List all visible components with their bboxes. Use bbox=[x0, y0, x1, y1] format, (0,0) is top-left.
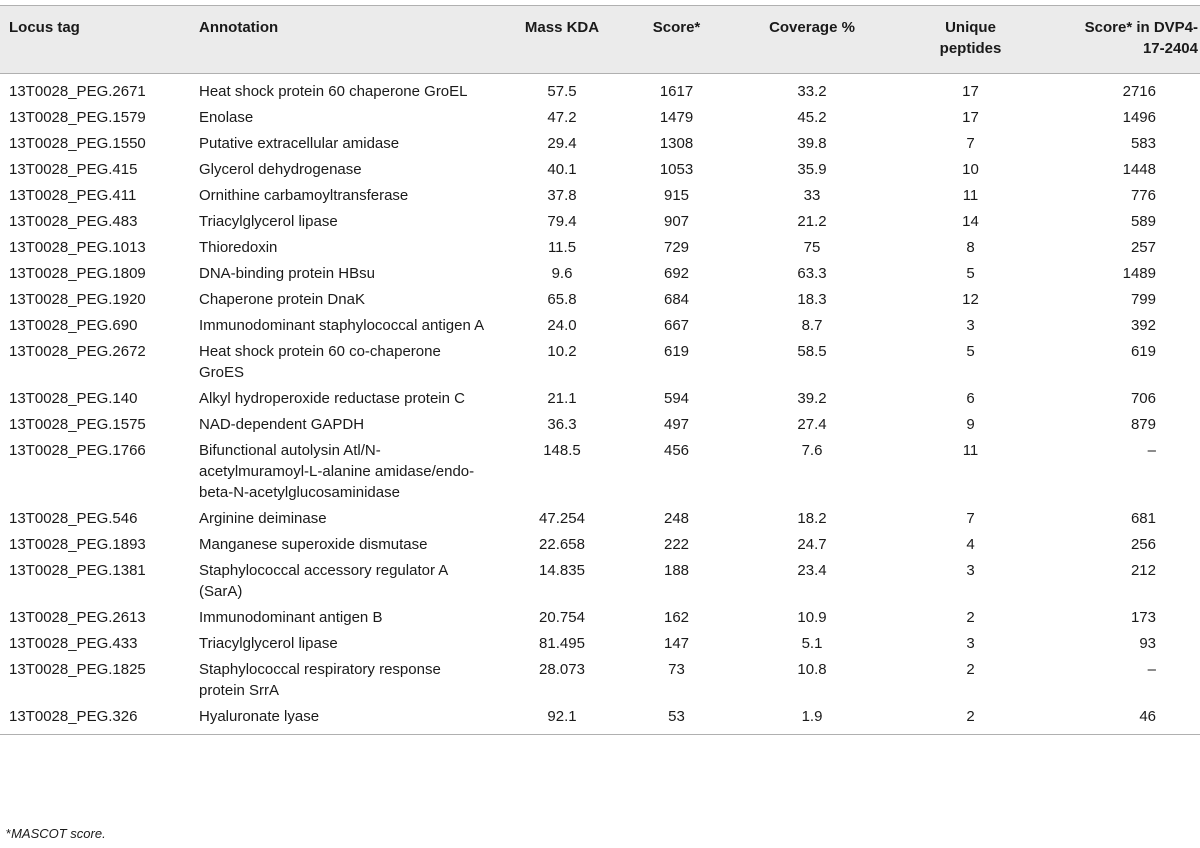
table-header-row bbox=[0, 6, 1200, 74]
cell-mass: 22.658 bbox=[539, 536, 585, 553]
cell-locus-tag: 13T0028_PEG.1013 bbox=[9, 239, 146, 256]
cell-annotation: Triacylglycerol lipase bbox=[199, 635, 338, 652]
cell-coverage: 23.4 bbox=[797, 562, 827, 579]
cell-coverage: 75 bbox=[803, 239, 821, 256]
cell-locus-tag: 13T0028_PEG.1579 bbox=[9, 109, 146, 126]
cell-mass: 65.8 bbox=[547, 291, 577, 308]
cell-annotation: Hyaluronate lyase bbox=[196, 704, 496, 735]
footnote-mark: * bbox=[6, 826, 12, 841]
cell-score: 248 bbox=[663, 510, 690, 527]
cell-unique-peptides: 6 bbox=[966, 390, 975, 407]
cell-score-dvp4: – bbox=[1147, 442, 1156, 459]
cell-coverage: 45.2 bbox=[797, 109, 827, 126]
cell-annotation: Chaperone protein DnaK bbox=[199, 291, 365, 308]
cell-coverage: 58.5 bbox=[797, 343, 827, 360]
cell-mass: 29.4 bbox=[547, 135, 577, 152]
cell-score-dvp4: 589 bbox=[1130, 213, 1156, 230]
table-row bbox=[0, 105, 1200, 131]
cell-annotation: Enolase bbox=[199, 109, 254, 126]
cell-score: 619 bbox=[663, 343, 690, 360]
cell-score-dvp4: 799 bbox=[1130, 291, 1156, 308]
header-coverage: Coverage % bbox=[725, 6, 899, 74]
table-row bbox=[0, 313, 1200, 339]
cell-score: 188 bbox=[663, 562, 690, 579]
cell-score-dvp4: – bbox=[1147, 661, 1156, 678]
cell-coverage: 8.7 bbox=[801, 317, 823, 334]
cell-coverage: 10.9 bbox=[797, 609, 827, 626]
cell-unique-peptides: 5 bbox=[966, 265, 975, 282]
cell-coverage: 33 bbox=[803, 187, 821, 204]
table-row bbox=[0, 157, 1200, 183]
cell-locus-tag: 13T0028_PEG.1920 bbox=[9, 291, 146, 308]
cell-mass: 37.8 bbox=[547, 187, 577, 204]
cell-unique-peptides: 2 bbox=[899, 704, 1042, 735]
cell-coverage: 39.2 bbox=[797, 390, 827, 407]
cell-mass: 148.5 bbox=[543, 442, 581, 459]
cell-mass: 11.5 bbox=[547, 239, 577, 256]
cell-score-dvp4: 1448 bbox=[1122, 161, 1156, 178]
cell-unique-peptides: 10 bbox=[962, 161, 979, 178]
cell-score-dvp4: 583 bbox=[1130, 135, 1156, 152]
table-row bbox=[0, 235, 1200, 261]
cell-annotation: Arginine deiminase bbox=[199, 510, 327, 527]
header-locus-tag: Locus tag bbox=[0, 6, 196, 74]
cell-mass: 21.1 bbox=[547, 390, 577, 407]
cell-score: 729 bbox=[663, 239, 690, 256]
table-row bbox=[0, 261, 1200, 287]
cell-unique-peptides: 17 bbox=[962, 83, 979, 100]
cell-locus-tag: 13T0028_PEG.1550 bbox=[9, 135, 146, 152]
cell-annotation: Bifunctional autolysin Atl/N-acetylmuramoyl-L-alanine amidase/endo-beta-N-acetylglucosaminidase bbox=[199, 442, 475, 501]
cell-score: 667 bbox=[663, 317, 690, 334]
table-row bbox=[0, 506, 1200, 532]
cell-coverage: 63.3 bbox=[797, 265, 827, 282]
cell-annotation: Staphylococcal accessory regulator A (SarA) bbox=[199, 562, 448, 600]
cell-score: 1617 bbox=[659, 83, 694, 100]
table-row bbox=[0, 339, 1200, 386]
cell-unique-peptides: 11 bbox=[962, 442, 979, 459]
cell-unique-peptides: 2 bbox=[966, 609, 975, 626]
cell-mass: 14.835 bbox=[539, 562, 585, 579]
table-footnote bbox=[6, 826, 106, 842]
cell-annotation: Alkyl hydroperoxide reductase protein C bbox=[199, 390, 465, 407]
cell-score: 1479 bbox=[659, 109, 694, 126]
cell-mass: 92.1 bbox=[496, 704, 628, 735]
cell-score: 456 bbox=[663, 442, 690, 459]
header-mass: Mass KDA bbox=[496, 6, 628, 74]
cell-annotation: Thioredoxin bbox=[199, 239, 278, 256]
cell-score-dvp4: 212 bbox=[1130, 562, 1156, 579]
cell-score: 915 bbox=[663, 187, 690, 204]
cell-score-dvp4: 2716 bbox=[1122, 83, 1156, 100]
cell-mass: 79.4 bbox=[547, 213, 577, 230]
cell-score: 222 bbox=[663, 536, 690, 553]
cell-annotation: Immunodominant antigen B bbox=[199, 609, 383, 626]
cell-annotation: Triacylglycerol lipase bbox=[199, 213, 338, 230]
cell-annotation: Putative extracellular amidase bbox=[199, 135, 400, 152]
cell-score-dvp4: 1489 bbox=[1122, 265, 1156, 282]
cell-annotation: Staphylococcal respiratory response protein SrrA bbox=[199, 661, 441, 699]
table-row bbox=[0, 657, 1200, 704]
cell-annotation: Ornithine carbamoyltransferase bbox=[199, 187, 409, 204]
table-row bbox=[0, 183, 1200, 209]
cell-unique-peptides: 3 bbox=[966, 635, 975, 652]
cell-annotation: Manganese superoxide dismutase bbox=[199, 536, 428, 553]
cell-unique-peptides: 8 bbox=[966, 239, 975, 256]
cell-unique-peptides: 2 bbox=[966, 661, 975, 678]
cell-locus-tag: 13T0028_PEG.411 bbox=[9, 187, 137, 204]
proteins-table bbox=[0, 5, 1200, 735]
header-annotation: Annotation bbox=[196, 6, 496, 74]
cell-score: 907 bbox=[663, 213, 690, 230]
header-score: Score* bbox=[628, 6, 725, 74]
cell-locus-tag: 13T0028_PEG.326 bbox=[0, 704, 196, 735]
table-row bbox=[0, 209, 1200, 235]
cell-score-dvp4: 93 bbox=[1139, 635, 1156, 652]
cell-score: 684 bbox=[663, 291, 690, 308]
cell-coverage: 1.9 bbox=[725, 704, 899, 735]
cell-mass: 10.2 bbox=[547, 343, 577, 360]
cell-annotation: Heat shock protein 60 chaperone GroEL bbox=[199, 83, 468, 100]
cell-mass: 47.2 bbox=[547, 109, 577, 126]
cell-score-dvp4: 776 bbox=[1130, 187, 1156, 204]
cell-unique-peptides: 7 bbox=[966, 135, 975, 152]
cell-coverage: 18.2 bbox=[797, 510, 827, 527]
cell-unique-peptides: 17 bbox=[962, 109, 979, 126]
cell-score-dvp4: 706 bbox=[1130, 390, 1156, 407]
cell-locus-tag: 13T0028_PEG.690 bbox=[9, 317, 138, 334]
cell-locus-tag: 13T0028_PEG.546 bbox=[9, 510, 138, 527]
cell-locus-tag: 13T0028_PEG.2671 bbox=[9, 83, 146, 100]
cell-coverage: 33.2 bbox=[797, 83, 827, 100]
table-row bbox=[0, 412, 1200, 438]
header-score-dvp4: Score* in DVP4-17-2404 bbox=[1042, 6, 1200, 74]
cell-coverage: 5.1 bbox=[801, 635, 823, 652]
cell-mass: 57.5 bbox=[547, 83, 577, 100]
cell-score: 594 bbox=[663, 390, 690, 407]
cell-coverage: 7.6 bbox=[801, 442, 823, 459]
cell-score: 147 bbox=[663, 635, 690, 652]
table-row bbox=[0, 704, 1200, 735]
cell-score-dvp4: 256 bbox=[1130, 536, 1156, 553]
cell-unique-peptides: 11 bbox=[962, 187, 979, 204]
cell-score: 1053 bbox=[659, 161, 694, 178]
cell-score-dvp4: 46 bbox=[1042, 704, 1200, 735]
cell-annotation: NAD-dependent GAPDH bbox=[199, 416, 365, 433]
cell-unique-peptides: 9 bbox=[966, 416, 975, 433]
cell-score-dvp4: 619 bbox=[1130, 343, 1156, 360]
cell-locus-tag: 13T0028_PEG.1809 bbox=[9, 265, 146, 282]
table-row bbox=[0, 605, 1200, 631]
cell-locus-tag: 13T0028_PEG.415 bbox=[9, 161, 138, 178]
cell-locus-tag: 13T0028_PEG.1825 bbox=[9, 661, 146, 678]
cell-annotation: Heat shock protein 60 co-chaperone GroES bbox=[199, 343, 441, 381]
cell-score: 692 bbox=[663, 265, 690, 282]
cell-locus-tag: 13T0028_PEG.2672 bbox=[9, 343, 146, 360]
cell-unique-peptides: 12 bbox=[962, 291, 979, 308]
cell-locus-tag: 13T0028_PEG.1575 bbox=[9, 416, 146, 433]
cell-coverage: 39.8 bbox=[797, 135, 827, 152]
cell-unique-peptides: 4 bbox=[966, 536, 975, 553]
cell-unique-peptides: 5 bbox=[966, 343, 975, 360]
cell-coverage: 18.3 bbox=[797, 291, 827, 308]
cell-locus-tag: 13T0028_PEG.433 bbox=[9, 635, 138, 652]
cell-unique-peptides: 7 bbox=[966, 510, 975, 527]
cell-coverage: 10.8 bbox=[797, 661, 827, 678]
cell-locus-tag: 13T0028_PEG.140 bbox=[9, 390, 138, 407]
cell-score-dvp4: 681 bbox=[1130, 510, 1156, 527]
cell-mass: 28.073 bbox=[539, 661, 585, 678]
cell-locus-tag: 13T0028_PEG.2613 bbox=[9, 609, 146, 626]
table-row bbox=[0, 532, 1200, 558]
table-row bbox=[0, 386, 1200, 412]
cell-unique-peptides: 14 bbox=[962, 213, 979, 230]
cell-mass: 36.3 bbox=[547, 416, 577, 433]
cell-score: 73 bbox=[668, 661, 685, 678]
table-row bbox=[0, 287, 1200, 313]
cell-mass: 20.754 bbox=[539, 609, 585, 626]
cell-unique-peptides: 3 bbox=[966, 562, 975, 579]
table-body bbox=[0, 74, 1200, 735]
cell-locus-tag: 13T0028_PEG.483 bbox=[9, 213, 138, 230]
cell-score: 497 bbox=[663, 416, 690, 433]
cell-score-dvp4: 173 bbox=[1130, 609, 1156, 626]
cell-score-dvp4: 1496 bbox=[1122, 109, 1156, 126]
cell-score: 1308 bbox=[659, 135, 694, 152]
table-row bbox=[0, 131, 1200, 157]
cell-score: 53 bbox=[628, 704, 725, 735]
cell-annotation: Immunodominant staphylococcal antigen A bbox=[199, 317, 485, 334]
cell-mass: 24.0 bbox=[547, 317, 577, 334]
table-row bbox=[0, 558, 1200, 605]
cell-score-dvp4: 392 bbox=[1130, 317, 1156, 334]
cell-locus-tag: 13T0028_PEG.1381 bbox=[9, 562, 146, 579]
cell-coverage: 24.7 bbox=[797, 536, 827, 553]
cell-annotation: DNA-binding protein HBsu bbox=[199, 265, 375, 282]
cell-locus-tag: 13T0028_PEG.1766 bbox=[9, 442, 146, 459]
cell-mass: 47.254 bbox=[539, 510, 585, 527]
cell-score-dvp4: 257 bbox=[1130, 239, 1156, 256]
table-row bbox=[0, 631, 1200, 657]
table-row bbox=[0, 438, 1200, 506]
cell-coverage: 21.2 bbox=[797, 213, 827, 230]
cell-mass: 81.495 bbox=[539, 635, 585, 652]
cell-score: 162 bbox=[663, 609, 690, 626]
cell-mass: 9.6 bbox=[551, 265, 573, 282]
cell-locus-tag: 13T0028_PEG.1893 bbox=[9, 536, 146, 553]
cell-coverage: 27.4 bbox=[797, 416, 827, 433]
table-row bbox=[0, 74, 1200, 105]
cell-score-dvp4: 879 bbox=[1130, 416, 1156, 433]
cell-mass: 40.1 bbox=[547, 161, 577, 178]
cell-unique-peptides: 3 bbox=[966, 317, 975, 334]
header-unique-peptides: Unique peptides bbox=[899, 6, 1042, 74]
footnote-text: MASCOT score. bbox=[11, 826, 106, 841]
cell-annotation: Glycerol dehydrogenase bbox=[199, 161, 362, 178]
cell-coverage: 35.9 bbox=[797, 161, 827, 178]
